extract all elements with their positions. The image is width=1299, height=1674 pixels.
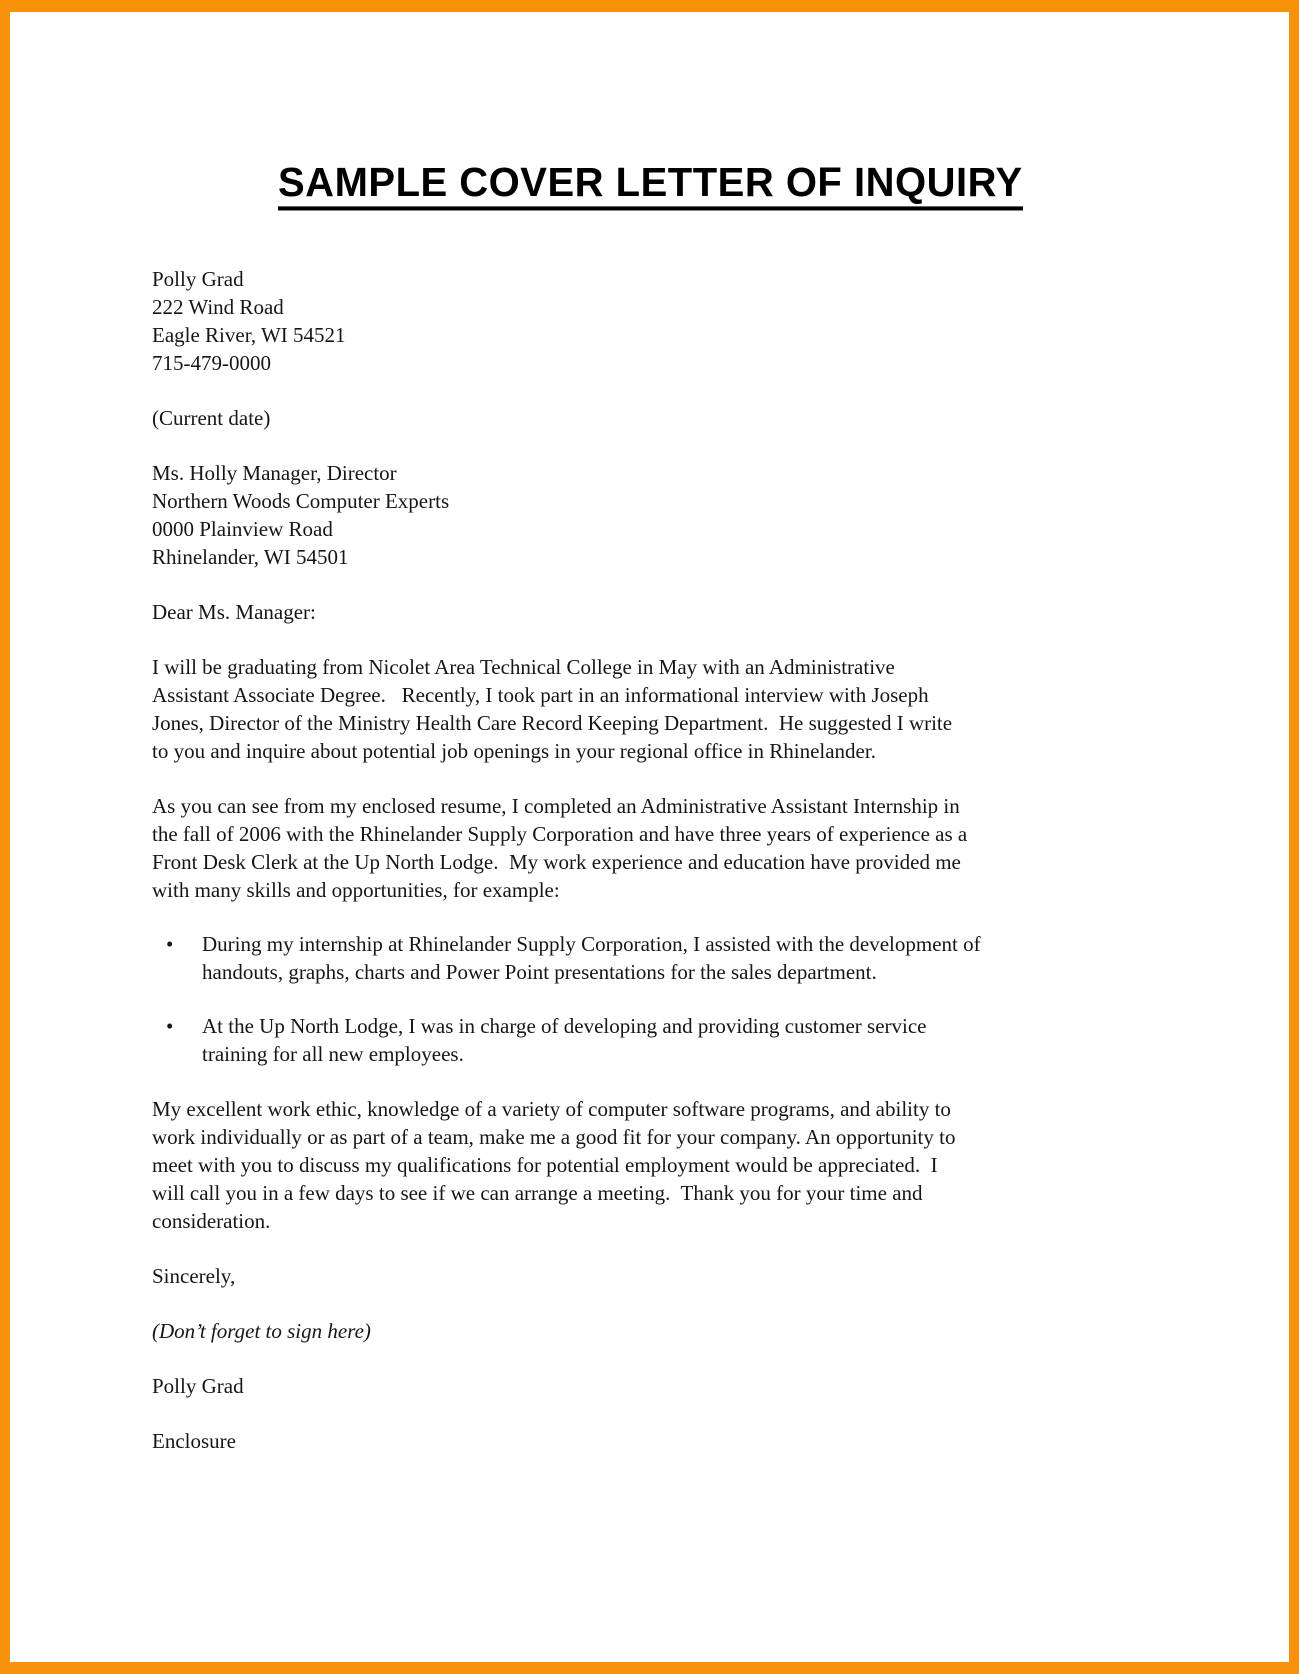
recipient-company: Northern Woods Computer Experts: [152, 488, 450, 513]
salutation-line: Dear Ms. Manager:: [152, 599, 316, 624]
paragraph-1: [152, 653, 1249, 765]
bullet-icon: •: [166, 931, 174, 956]
closing-line: Sincerely,: [152, 1263, 236, 1288]
paragraph-line: As you can see from my enclosed resume, I completed an Administrative Assistant Internship in: [152, 793, 960, 818]
sender-address: [152, 265, 1249, 377]
bullet-line: At the Up North Lodge, I was in charge of developing and providing customer service: [202, 1013, 927, 1038]
date-placeholder: (Current date): [152, 405, 271, 430]
sender-name: Polly Grad: [152, 266, 244, 291]
recipient-city: Rhinelander, WI 54501: [152, 544, 349, 569]
paragraph-line: with many skills and opportunities, for example:: [152, 877, 560, 902]
recipient-name: Ms. Holly Manager, Director: [152, 460, 397, 485]
paragraph-line: work individually or as part of a team, make me a good fit for your company. An opportunity to: [152, 1124, 956, 1149]
recipient-street: 0000 Plainview Road: [152, 516, 333, 541]
title-row: [152, 136, 1249, 237]
bullet-line: training for all new employees.: [202, 1041, 464, 1066]
paragraph-line: the fall of 2006 with the Rhinelander Supply Corporation and have three years of experience as a: [152, 821, 968, 846]
bullet-line: During my internship at Rhinelander Supply Corporation, I assisted with the development of: [202, 931, 981, 956]
paragraph-line: meet with you to discuss my qualifications for potential employment would be appreciated. I: [152, 1152, 938, 1177]
letter-page: [10, 12, 1289, 1662]
bullet-item-lodge: [152, 1012, 1249, 1068]
signature-name-line: Polly Grad: [152, 1373, 244, 1398]
letter-title: SAMPLE COVER LETTER OF INQUIRY: [278, 162, 1023, 210]
bullet-icon: •: [166, 1013, 174, 1038]
bullet-text: [202, 1012, 927, 1068]
sender-phone: 715-479-0000: [152, 350, 271, 375]
bullet-item-internship: [152, 930, 1249, 986]
paragraph-3: [152, 1095, 1249, 1235]
paragraph-line: to you and inquire about potential job openings in your regional office in Rhinelander.: [152, 738, 876, 763]
paragraph-line: consideration.: [152, 1208, 271, 1233]
paragraph-line: My excellent work ethic, knowledge of a variety of computer software programs, and ability to: [152, 1096, 951, 1121]
signature-note-line: (Don’t forget to sign here): [152, 1318, 371, 1343]
bullet-text: [202, 930, 981, 986]
letter-content: [10, 12, 1289, 1455]
recipient-address: [152, 459, 1249, 571]
signature-name: [152, 1372, 1249, 1400]
enclosure: [152, 1427, 1249, 1455]
paragraph-line: will call you in a few days to see if we can arrange a meeting. Thank you for your time and: [152, 1180, 923, 1205]
paragraph-2: [152, 792, 1249, 904]
signature-note: [152, 1317, 1249, 1345]
paragraph-line: Front Desk Clerk at the Up North Lodge. My work experience and education have provided me: [152, 849, 961, 874]
bullet-line: handouts, graphs, charts and Power Point presentations for the sales department.: [202, 959, 877, 984]
closing: [152, 1262, 1249, 1290]
paragraph-line: I will be graduating from Nicolet Area Technical College in May with an Administrative: [152, 654, 895, 679]
date-block: [152, 404, 1249, 432]
salutation: [152, 598, 1249, 626]
paragraph-line: Jones, Director of the Ministry Health Care Record Keeping Department. He suggested I write: [152, 710, 953, 735]
paragraph-line: Assistant Associate Degree. Recently, I took part in an informational interview with Joseph: [152, 682, 929, 707]
sender-street: 222 Wind Road: [152, 294, 284, 319]
sender-city: Eagle River, WI 54521: [152, 322, 346, 347]
enclosure-line: Enclosure: [152, 1428, 236, 1453]
